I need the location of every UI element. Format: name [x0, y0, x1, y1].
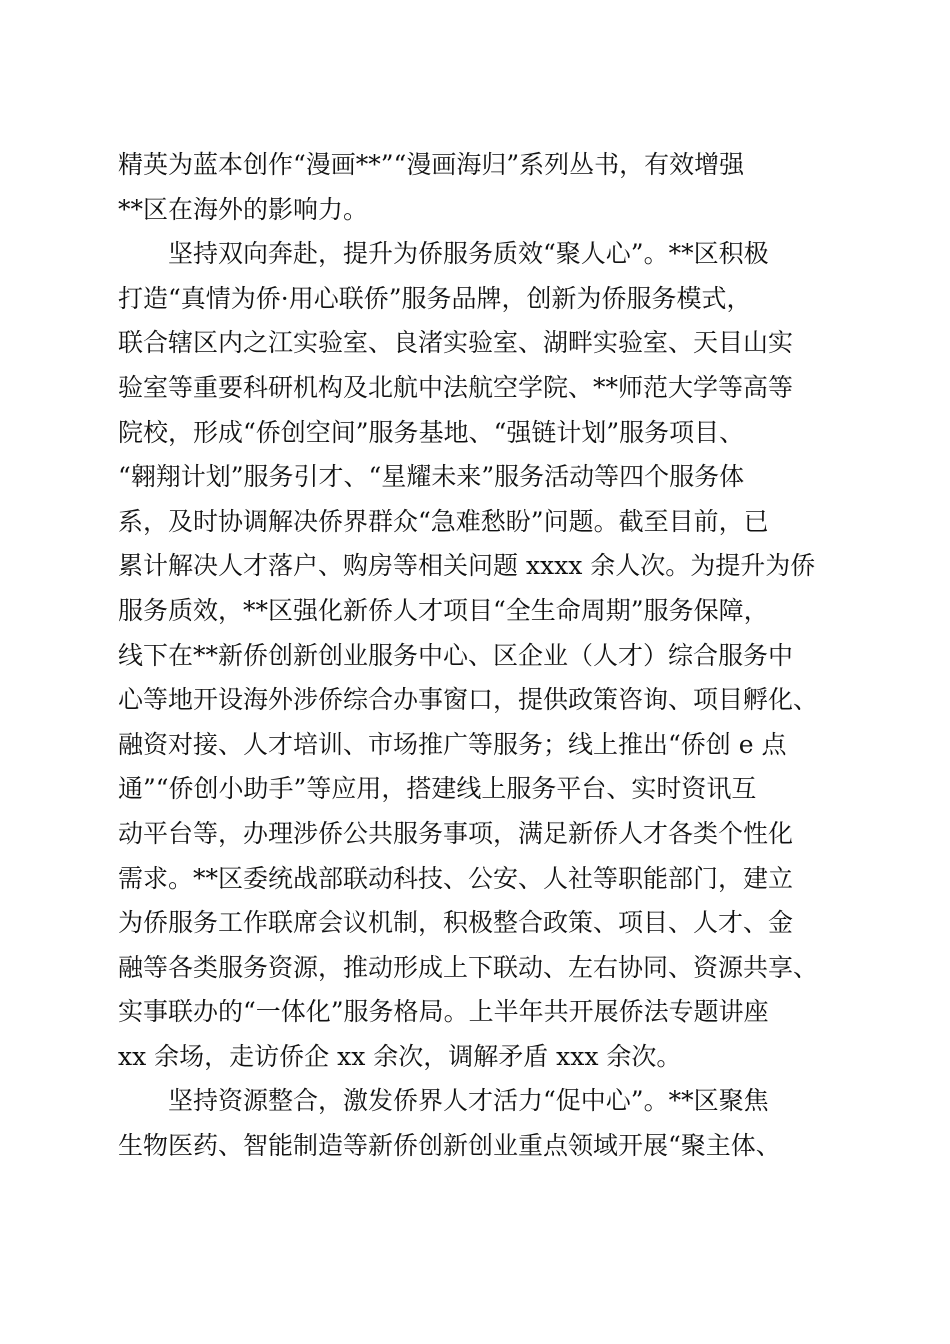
text-line: 心等地开设海外涉侨综合办事窗口，提供政策咨询、项目孵化、: [118, 685, 819, 715]
text-line: 线下在**新侨创新创业服务中心、区企业（人才）综合服务中: [118, 640, 794, 670]
text-line: 打造“真情为侨·用心联侨”服务品牌，创新为侨服务模式，: [118, 283, 752, 313]
text-line: **区在海外的影响力。: [118, 194, 369, 224]
text-line: 累计解决人才落户、购房等相关问题 xxxx 余人次。为提升为侨: [118, 551, 816, 581]
text-line: xx 余场，走访侨企 xx 余次，调解矛盾 xxx 余次。: [118, 1041, 682, 1071]
text-line: 生物医药、智能制造等新侨创新创业重点领域开展“聚主体、: [118, 1131, 781, 1161]
text-line: 系，及时协调解决侨界群众“急难愁盼”问题。截至目前，已: [118, 506, 769, 536]
text-line: 联合辖区内之江实验室、良渚实验室、湖畔实验室、天目山实: [118, 328, 794, 358]
text-line: “翱翔计划”服务引才、“星耀未来”服务活动等四个服务体: [118, 462, 745, 492]
text-line: 融资对接、人才培训、市场推广等服务；线上推出“侨创 e 点: [118, 729, 787, 759]
text-line: 融等各类服务资源，推动形成上下联动、左右协同、资源共享、: [118, 952, 819, 982]
text-line: 通”“侨创小助手”等应用，搭建线上服务平台、实时资讯互: [118, 774, 757, 804]
text-line: 需求。**区委统战部联动科技、公安、人社等职能部门，建立: [118, 863, 794, 893]
text-line: 精英为蓝本创作“漫画**”“漫画海归”系列丛书，有效增强: [118, 150, 745, 179]
text-line: 动平台等，办理涉侨公共服务事项，满足新侨人才各类个性化: [118, 818, 794, 848]
paragraph-start-line: 坚持资源整合，激发侨界人才活力“促中心”。**区聚焦: [168, 1086, 769, 1116]
paragraph-start-line: 坚持双向奔赴，提升为侨服务质效“聚人心”。**区积极: [168, 239, 769, 269]
text-line: 为侨服务工作联席会议机制，积极整合政策、项目、人才、金: [118, 908, 794, 938]
text-line: 验室等重要科研机构及北航中法航空学院、**师范大学等高等: [118, 372, 794, 402]
body-text: [118, 143, 838, 1169]
text-line: 实事联办的“一体化”服务格局。上半年共开展侨法专题讲座: [118, 997, 769, 1027]
text-line: 服务质效，**区强化新侨人才项目“全生命周期”服务保障，: [118, 595, 769, 625]
text-line: 院校，形成“侨创空间”服务基地、“强链计划”服务项目、: [118, 417, 745, 447]
